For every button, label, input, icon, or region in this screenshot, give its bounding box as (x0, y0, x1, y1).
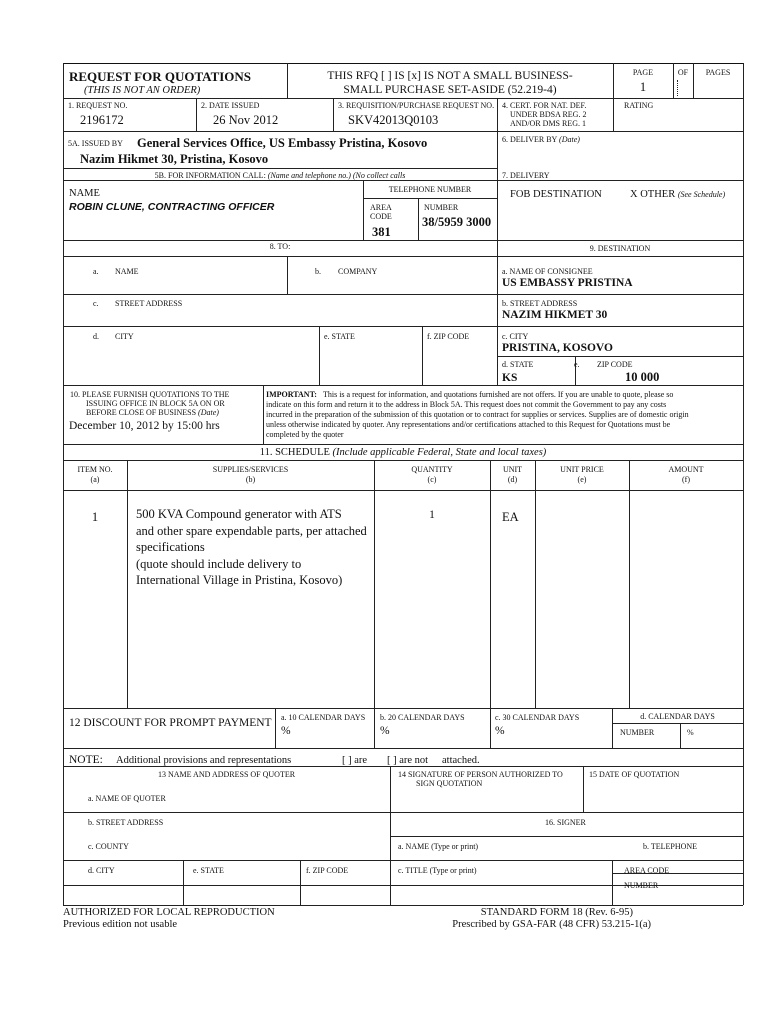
to-name-letter: a. (93, 267, 99, 276)
col-unit: UNIT (d) (502, 465, 523, 484)
dest-street-label: b. STREET ADDRESS (502, 299, 578, 308)
date-issued-value[interactable]: 26 Nov 2012 (213, 113, 279, 127)
col-supplies: SUPPLIES/SERVICES (b) (212, 465, 289, 484)
discount-10-percent[interactable]: % (281, 725, 291, 737)
to-city-letter: d. (93, 332, 99, 341)
quoter-heading: 13 NAME AND ADDRESS OF QUOTER (157, 770, 296, 779)
dest-zip-value[interactable]: 10 000 (625, 370, 660, 384)
signer-area-code-label: AREA CODE (624, 866, 670, 875)
issued-by-line1[interactable]: General Services Office, US Embassy Pristina, Kosovo (137, 136, 428, 150)
to-name-label: NAME (115, 267, 139, 276)
signature-label-1: 14 SIGNATURE OF PERSON AUTHORIZED TO (398, 770, 563, 779)
contact-name[interactable]: ROBIN CLUNE, CONTRACTING OFFICER (69, 201, 275, 213)
furnish-line3: BEFORE CLOSE OF BUSINESS (Date) (86, 408, 219, 417)
cert-label-1: 4. CERT. FOR NAT. DEF. (502, 101, 587, 110)
area-code-label-2: CODE (370, 212, 392, 221)
to-company-letter: b. (315, 267, 321, 276)
col-item-no: ITEM NO. (a) (77, 465, 113, 484)
number-value[interactable]: 38/5959 3000 (422, 215, 492, 229)
requisition-label: 3. REQUISITION/PURCHASE REQUEST NO. (338, 101, 495, 110)
signer-name-label: a. NAME (Type or print) (398, 842, 479, 851)
form-subtitle: (THIS IS NOT AN ORDER) (84, 85, 201, 96)
to-street-letter: c. (93, 299, 99, 308)
discount-10-days: a. 10 CALENDAR DAYS (281, 713, 366, 722)
consignee-value[interactable]: US EMBASSY PRISTINA (502, 277, 633, 289)
deliver-by-label: 6. DELIVER BY (Date) (502, 135, 580, 144)
issued-by-line2[interactable]: Nazim Hikmet 30, Pristina, Kosovo (80, 152, 269, 166)
page-number: 1 (639, 80, 647, 94)
request-no-label: 1. REQUEST NO. (68, 101, 128, 110)
footer-reproduction: AUTHORIZED FOR LOCAL REPRODUCTION (63, 907, 275, 918)
requisition-value[interactable]: SKV42013Q0103 (348, 113, 439, 127)
consignee-label: a. NAME OF CONSIGNEE (502, 267, 593, 276)
footer-prescribed: Prescribed by GSA-FAR (48 CFR) 53.215-1(a) (452, 919, 651, 930)
provisions-are-not-checkbox[interactable]: [ ] are not (387, 755, 429, 766)
dest-zip-label: ZIP CODE (597, 360, 633, 369)
col-unit-price: UNIT PRICE (e) (560, 465, 604, 484)
cert-label-3: AND/OR DMS REG. 1 (510, 119, 587, 128)
area-code-value[interactable]: 381 (372, 225, 391, 239)
cert-label-2: UNDER BDSA REG. 2 (510, 110, 587, 119)
item-quantity[interactable]: 1 (429, 509, 435, 521)
discount-d-days: d. CALENDAR DAYS (640, 712, 715, 721)
rating-label: RATING (624, 101, 654, 110)
dest-state-label: d. STATE (502, 360, 534, 369)
footer-standard-form: STANDARD FORM 18 (Rev. 6-95) (480, 907, 633, 918)
signer-label: 16. SIGNER (545, 818, 586, 827)
pages-label: PAGES (705, 68, 731, 77)
quoter-zip-label: f. ZIP CODE (306, 866, 349, 875)
discount-20-days: b. 20 CALENDAR DAYS (380, 713, 465, 722)
furnish-line1: 10. PLEASE FURNISH QUOTATIONS TO THE (70, 390, 230, 399)
attached-label: attached. (442, 755, 480, 766)
area-code-label-1: AREA (370, 203, 392, 212)
important-notice: IMPORTANT: This is a request for information, and quotations furnished are not offers. If you are unable to quote, please so indicate on this form and return it to the address in Block 5A. This request does not commit the Government to pay any costs incurred in the preparation of the submission of this quotation or to contract for supplies or services. Supplies are of domestic origin unless otherwise indicated by quoter. Any representations and/or certifications attached to this Request for Quotations must be completed by the quoter (266, 390, 689, 439)
quoter-state-label: e. STATE (193, 866, 224, 875)
furnish-line2: ISSUING OFFICE IN BLOCK 5A ON OR (86, 399, 225, 408)
telephone-number-label: TELEPHONE NUMBER (388, 185, 472, 194)
to-company-label: COMPANY (338, 267, 378, 276)
signer-title-label: c. TITLE (Type or print) (398, 866, 477, 875)
dest-street-value[interactable]: NAZIM HIKMET 30 (502, 309, 608, 321)
info-call-label: 5B. FOR INFORMATION CALL: (Name and telephone no.) (No collect calls (154, 171, 406, 180)
discount-number-label: NUMBER (620, 728, 655, 737)
delivery-label: 7. DELIVERY (502, 171, 550, 180)
footer-previous-edition: Previous edition not usable (63, 919, 178, 930)
date-issued-label: 2. DATE ISSUED (201, 101, 260, 110)
note-text: Additional provisions and representations (116, 755, 292, 766)
dest-zip-letter: e. (574, 360, 580, 369)
discount-30-days: c. 30 CALENDAR DAYS (495, 713, 580, 722)
dest-state-value[interactable]: KS (502, 372, 518, 384)
dest-city-value[interactable]: PRISTINA, KOSOVO (502, 342, 613, 354)
request-no-value[interactable]: 2196172 (80, 113, 124, 127)
destination-label: 9. DESTINATION (589, 244, 651, 253)
to-street-label: STREET ADDRESS (115, 299, 183, 308)
signature-label-2: SIGN QUOTATION (416, 779, 483, 788)
discount-label: 12 DISCOUNT FOR PROMPT PAYMENT (69, 717, 272, 729)
item-description[interactable]: 500 KVA Compound generator with ATS and other spare expendable parts, per attached specifications (quote should include delivery to International Village in Pristina, Kosovo) (136, 507, 367, 587)
form-title: REQUEST FOR QUOTATIONS (69, 69, 252, 84)
issued-by-label: 5A. ISSUED BY (68, 139, 123, 148)
quoter-city-label: d. CITY (88, 866, 115, 875)
quotation-date-label: 15 DATE OF QUOTATION (589, 770, 680, 779)
quoter-county-label: c. COUNTY (88, 842, 129, 851)
item-unit[interactable]: EA (502, 510, 519, 524)
quoter-street-label: b. STREET ADDRESS (88, 818, 164, 827)
page-label: PAGE (632, 68, 654, 77)
col-amount: AMOUNT (f) (668, 465, 704, 484)
dest-city-label: c. CITY (502, 332, 529, 341)
note-label: NOTE: (69, 754, 103, 766)
quote-due-date[interactable]: December 10, 2012 by 15:00 hrs (69, 420, 220, 432)
item-number[interactable]: 1 (91, 510, 99, 524)
discount-30-percent[interactable]: % (495, 725, 505, 737)
signer-telephone-label: b. TELEPHONE (643, 842, 698, 851)
quoter-name-label: a. NAME OF QUOTER (88, 794, 166, 803)
of-label: OF (677, 68, 689, 77)
rfq-setaside-line1: THIS RFQ [ ] IS [x] IS NOT A SMALL BUSINESS- (327, 70, 573, 82)
rfq-setaside-line2: SMALL PURCHASE SET-ASIDE (52.219-4) (343, 84, 557, 96)
to-label: 8. TO: (269, 242, 291, 251)
discount-20-percent[interactable]: % (380, 725, 390, 737)
schedule-heading: 11. SCHEDULE (Include applicable Federal, State and local taxes) (259, 447, 547, 458)
name-label: NAME (69, 188, 100, 199)
signer-number-label: NUMBER (624, 881, 659, 890)
delivery-other[interactable]: X OTHER (See Schedule) (630, 189, 726, 200)
to-city-label: CITY (115, 332, 134, 341)
to-zip-label: f. ZIP CODE (427, 332, 470, 341)
provisions-are-checkbox[interactable]: [ ] are (342, 755, 368, 766)
number-label: NUMBER (424, 203, 459, 212)
to-state-label: e. STATE (324, 332, 355, 341)
discount-d-percent[interactable]: % (687, 728, 694, 737)
col-quantity: QUANTITY (c) (411, 465, 453, 484)
fob-destination[interactable]: FOB DESTINATION (510, 189, 602, 200)
